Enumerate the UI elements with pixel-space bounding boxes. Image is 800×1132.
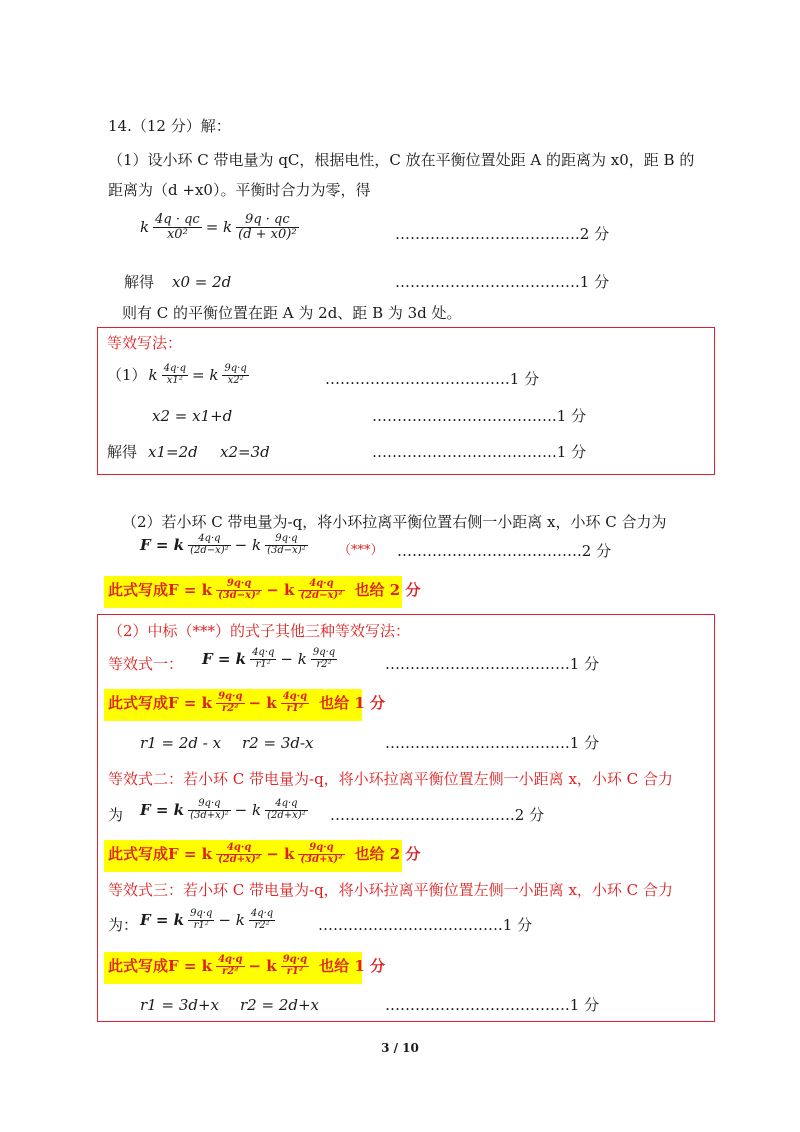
box1-l3-eq1: x1=2d bbox=[148, 443, 198, 461]
box2-h3-frac-1 bbox=[216, 955, 244, 977]
box2-e2-equation bbox=[140, 799, 310, 821]
part2-hl-num2: 4q·q bbox=[298, 579, 344, 591]
box1-title: 等效写法： bbox=[107, 334, 183, 352]
part2-hl-den2: (2d−x)² bbox=[300, 589, 343, 601]
box1-l2-score: ……………………………….1 分 bbox=[372, 407, 587, 425]
part2-hl-minus: − k bbox=[266, 580, 295, 599]
part2-equation bbox=[140, 534, 310, 556]
box2-e1-den2: r2² bbox=[316, 658, 332, 670]
box2-h2-den1: (2d+x)² bbox=[218, 853, 261, 865]
box2-e1-score: ……………………………….1 分 bbox=[385, 655, 600, 673]
box2-e2-den2: (2d+x)² bbox=[267, 809, 306, 821]
box2-e1-minus: − k bbox=[280, 649, 307, 668]
box2-h2-den2: (3d+x)² bbox=[300, 853, 343, 865]
box2-h3-den1: r2² bbox=[221, 965, 239, 977]
box2-h2-frac-1 bbox=[216, 843, 262, 865]
box2-h3-den2: r1² bbox=[286, 965, 304, 977]
conclusion: 则有 C 的平衡位置在距 A 为 2d、距 B 为 3d 处。 bbox=[122, 304, 462, 322]
part2-line1: （2）若小环 C 带电量为-q，将小环拉离平衡位置右侧一小距离 x，小环 C 合力为 bbox=[122, 513, 667, 531]
eq1-num1: 4q · qc bbox=[155, 212, 200, 227]
box2-h3-text bbox=[108, 955, 385, 977]
box2-h3-num1: 4q·q bbox=[218, 954, 243, 965]
box2-e2-num2: 4q·q bbox=[265, 799, 308, 811]
box2-h2-prefix: 此式写成F = k bbox=[108, 844, 213, 863]
box2-h3-num2: 9q·q bbox=[282, 954, 308, 965]
solve-equation: x0 = 2d bbox=[172, 273, 232, 291]
box2-h3-minus: − k bbox=[248, 956, 277, 975]
box2-e1-F: F = k bbox=[202, 649, 247, 668]
box1-l2-equation: x2 = x1+d bbox=[152, 407, 233, 425]
eq1-den2: (d + x0)² bbox=[238, 226, 297, 242]
part2-hl-frac-2 bbox=[298, 579, 344, 601]
box2-e3-line-text: 等效式三：若小环 C 带电量为-q，将小环拉离平衡位置左侧一小距离 x，小环 C 合力 bbox=[108, 881, 673, 899]
page-number: 3 / 10 bbox=[381, 1041, 419, 1055]
solve-score: ……………………………….1 分 bbox=[395, 273, 610, 291]
part2-hl-frac-1 bbox=[216, 579, 262, 601]
box2-e3-equation bbox=[140, 909, 277, 931]
part2-num1: 4q·q bbox=[188, 534, 231, 546]
box2-h2-suffix: 也给 2 分 bbox=[354, 844, 421, 863]
box2-e1-num2: 9q·q bbox=[312, 647, 336, 658]
box2-h1-den2: r1² bbox=[286, 702, 304, 714]
solve-label: 解得 bbox=[124, 273, 155, 291]
eq1-score: ……………………………….2 分 bbox=[395, 225, 610, 243]
box2-h1-text bbox=[108, 692, 385, 714]
box2-h2-minus: − k bbox=[266, 844, 295, 863]
part2-highlight-text bbox=[108, 579, 420, 601]
part2-F: F = k bbox=[140, 535, 185, 554]
box2-e3-num2: 4q·q bbox=[250, 908, 274, 919]
box2-e2-num1: 9q·q bbox=[188, 799, 231, 811]
box2-e2-score: ……………………………….2 分 bbox=[330, 806, 545, 824]
box1-l3-label: 解得 bbox=[107, 443, 138, 461]
box2-e3-F: F = k bbox=[140, 910, 185, 929]
box2-e2-den1: (3d+x)² bbox=[190, 809, 229, 821]
box1-l1-prefix: （1） bbox=[107, 365, 147, 384]
box2-h2-num1: 4q·q bbox=[216, 843, 262, 855]
box2-e2-line-text: 等效式二：若小环 C 带电量为-q，将小环拉离平衡位置左侧一小距离 x，小环 C 合力 bbox=[108, 770, 673, 788]
eq1-num2: 9q · qc bbox=[236, 213, 298, 228]
box2-e3-den2: r2² bbox=[254, 919, 270, 931]
part2-den2: (3d−x)² bbox=[267, 544, 306, 556]
part1-line2: 距离为（d +x0）。平衡时合力为零，得 bbox=[108, 181, 371, 199]
part2-den1: (2d−x)² bbox=[190, 544, 229, 556]
part2-num2: 9q·q bbox=[265, 534, 308, 546]
box2-e1-equation bbox=[202, 648, 339, 670]
box2-r-line2-score: ……………………………….1 分 bbox=[385, 996, 600, 1014]
box2-e1-num1: 4q·q bbox=[252, 647, 275, 658]
part2-hl-suffix: 也给 2 分 bbox=[354, 580, 421, 599]
box2-e2-line bbox=[108, 772, 673, 787]
part2-minus: − k bbox=[234, 535, 262, 554]
box2-h3-frac-2 bbox=[281, 955, 309, 977]
box2-e1-frac-1 bbox=[250, 648, 276, 670]
box2-h1-num2: 4q·q bbox=[282, 691, 308, 702]
box2-h1-minus: − k bbox=[248, 693, 277, 712]
box2-h1-prefix: 此式写成F = k bbox=[108, 693, 213, 712]
part2-frac-2 bbox=[265, 534, 308, 556]
box2-e2-minus: − k bbox=[234, 800, 262, 819]
box1-l3-eq2: x2=3d bbox=[220, 443, 270, 461]
box2-title: （2）中标（***）的式子其他三种等效写法： bbox=[108, 622, 411, 640]
box2-h3-prefix: 此式写成F = k bbox=[108, 956, 213, 975]
box2-e1-label: 等效式一： bbox=[108, 655, 184, 673]
box2-e1-den1: r1² bbox=[255, 658, 271, 670]
part2-frac-1 bbox=[188, 534, 231, 556]
box1-l1-equals: = k bbox=[191, 365, 219, 384]
box2-e3-minus: − k bbox=[218, 910, 245, 929]
box2-e2-F: F = k bbox=[140, 800, 185, 819]
box1-l1-score: ……………………………….1 分 bbox=[325, 370, 540, 388]
part2-hl-den1: (3d−x)² bbox=[218, 589, 261, 601]
box1-den2: x2² bbox=[227, 374, 244, 386]
part2-hl-num1: 9q·q bbox=[216, 579, 262, 591]
box2-h1-num1: 9q·q bbox=[218, 691, 243, 702]
box1-frac-1 bbox=[162, 364, 188, 386]
box2-h2-frac-2 bbox=[298, 843, 344, 865]
box2-e3-line bbox=[108, 883, 673, 898]
box1-line1 bbox=[107, 364, 251, 386]
eq1-frac-2 bbox=[236, 213, 298, 241]
box2-e3-frac-2 bbox=[249, 909, 275, 931]
box2-r-line2-b: r2 = 2d+x bbox=[240, 996, 319, 1014]
eq1-frac-1 bbox=[153, 213, 202, 241]
box2-r-line1-score: ……………………………….1 分 bbox=[385, 734, 600, 752]
box2-h2-num2: 9q·q bbox=[298, 843, 344, 855]
eq1-equals: = k bbox=[205, 217, 233, 236]
box2-e1-frac-2 bbox=[311, 648, 337, 670]
box1-num2: 9q·q bbox=[224, 363, 247, 374]
box2-h1-frac-1 bbox=[216, 692, 244, 714]
box2-h3-suffix: 也给 1 分 bbox=[319, 956, 386, 975]
box2-h2-text bbox=[108, 843, 420, 865]
part2-score: ……………………………….2 分 bbox=[397, 542, 612, 560]
problem-header: 14.（12 分）解： bbox=[108, 117, 231, 135]
box1-den1: x1² bbox=[166, 374, 183, 386]
part2-mark: （***） bbox=[338, 543, 384, 558]
box1-l3-score: ……………………………….1 分 bbox=[372, 443, 587, 461]
part1-line1: （1）设小环 C 带电量为 qC，根据电性，C 放在平衡位置处距 A 的距离为 x0，距 B 的 bbox=[108, 151, 695, 169]
box2-r-line2-a: r1 = 3d+x bbox=[140, 996, 219, 1014]
box2-h1-suffix: 也给 1 分 bbox=[319, 693, 386, 712]
box2-e3-wei: 为： bbox=[108, 916, 139, 934]
eq1-den1: x0² bbox=[166, 226, 188, 242]
box2-e2-frac-2 bbox=[265, 799, 308, 821]
box2-e3-den1: r1² bbox=[193, 919, 209, 931]
box1-frac-2 bbox=[222, 364, 248, 386]
box2-e2-wei: 为 bbox=[108, 806, 124, 824]
box2-e3-num1: 9q·q bbox=[190, 908, 213, 919]
part2-hl-prefix: 此式写成F = k bbox=[108, 580, 213, 599]
box2-r-line1-b: r2 = 3d-x bbox=[242, 734, 314, 752]
box2-h1-frac-2 bbox=[281, 692, 309, 714]
box2-e2-frac-1 bbox=[188, 799, 231, 821]
box1-l1-k: k bbox=[148, 365, 158, 384]
box2-h1-den1: r2² bbox=[221, 702, 239, 714]
box1-num1: 4q·q bbox=[163, 363, 186, 374]
box2-e3-score: ……………………………….1 分 bbox=[318, 916, 533, 934]
box2-r-line1-a: r1 = 2d - x bbox=[140, 734, 222, 752]
box2-e3-frac-1 bbox=[188, 909, 214, 931]
equation-1 bbox=[140, 213, 301, 241]
eq1-k: k bbox=[140, 217, 150, 236]
